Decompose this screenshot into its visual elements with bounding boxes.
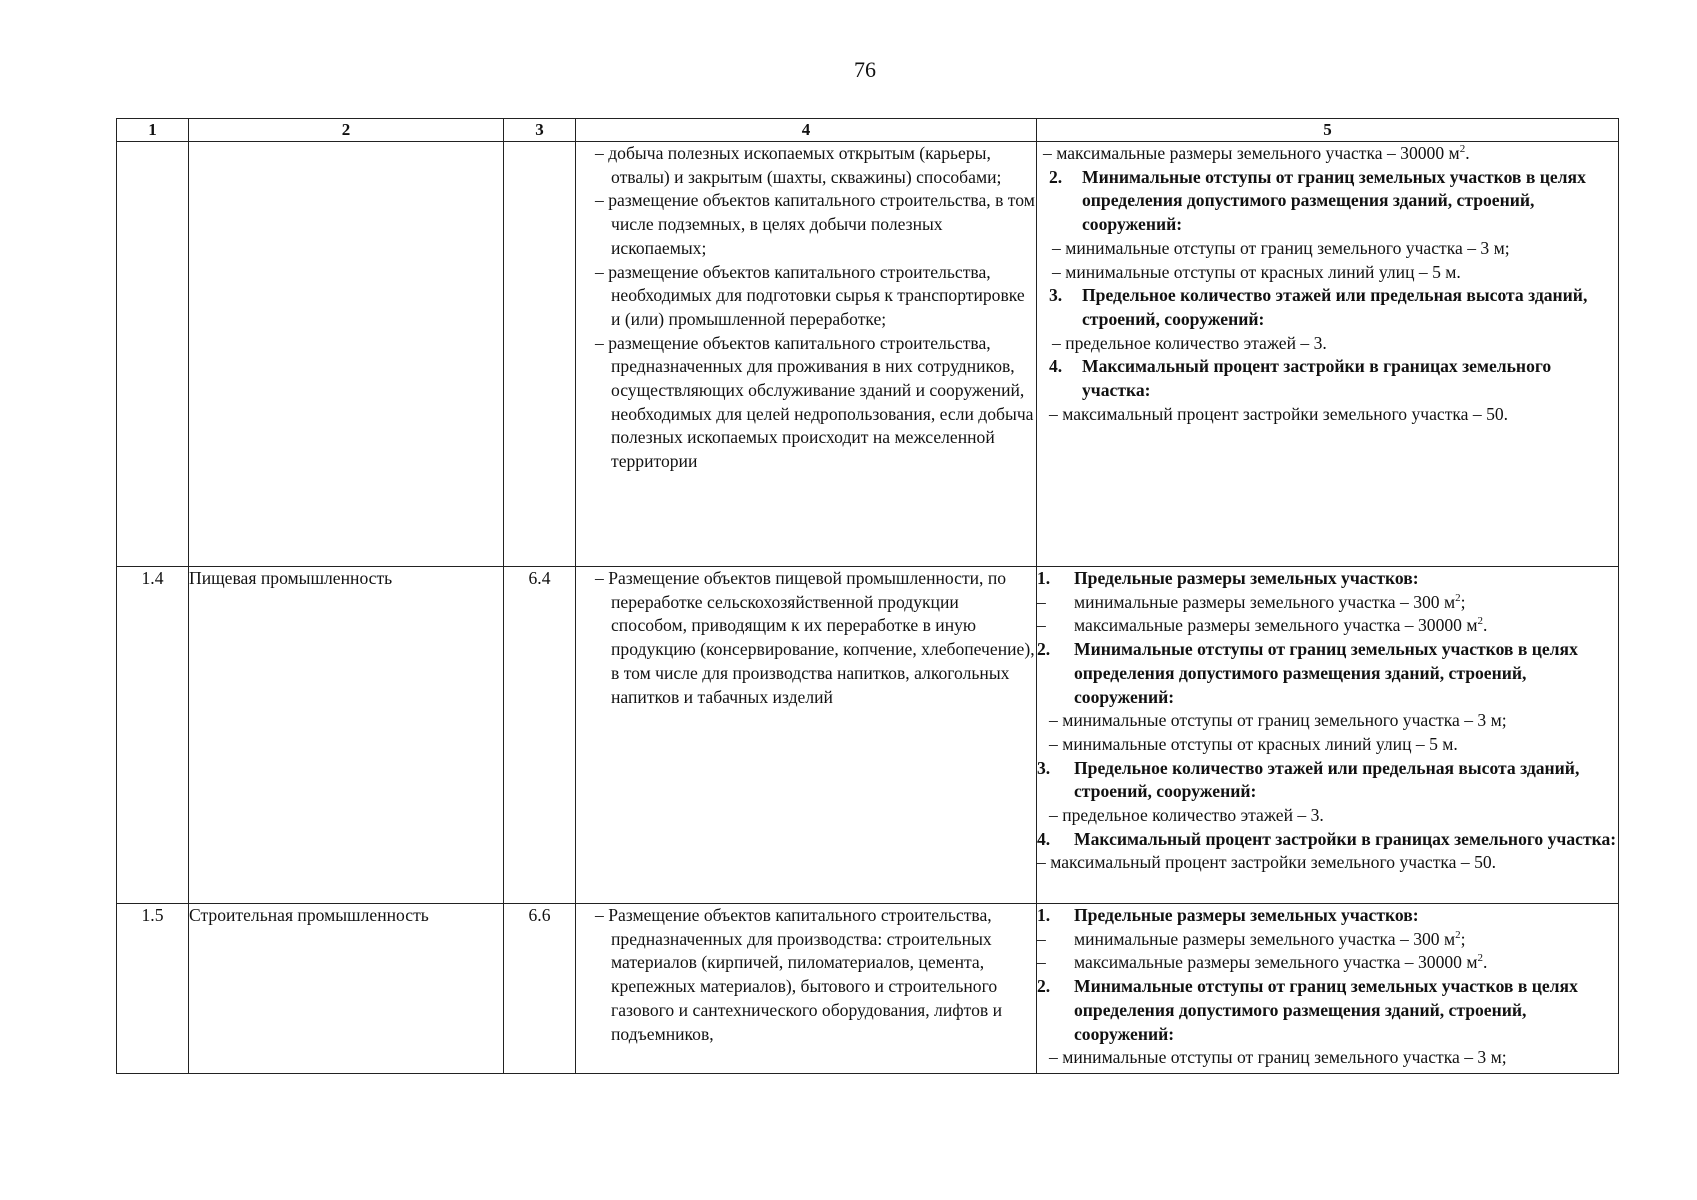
table-row [117, 904, 1619, 1074]
row-code: 6.4 [504, 567, 576, 904]
param-heading: 3. Предельное количество этажей или предельная высота зданий, строений, сооружений: [1037, 757, 1580, 802]
row-code [504, 142, 576, 567]
description-item: – размещение объектов капитального строительства, предназначенных для проживания в них сотрудников, осуществляющих обслуживание зданий и сооружений, необходимых для целей недропользования, если добыча полезных ископаемых происходит на межселенной территории [595, 332, 1034, 472]
param-heading: 1. Предельные размеры земельных участков: [1037, 905, 1419, 925]
description-item: – Размещение объектов пищевой промышленности, по переработке сельскохозяйственной продукции способом, приводящим к их переработке в иную продукцию (консервирование, копчение, хлебопечение), в том числе для производства напитков, алкогольных напитков и табачных изделий [595, 568, 1035, 707]
table-row [117, 567, 1619, 904]
param-line: – минимальные размеры земельного участка – 300 $м^2$; [1037, 928, 1466, 949]
param-line: – минимальные размеры земельного участка – 300 $м^2$; [1037, 591, 1466, 612]
param-line: – максимальные размеры земельного участка – 30000 $м^2$. [1037, 615, 1488, 636]
parameters-cell [1037, 567, 1619, 904]
param-line: – предельное количество этажей – 3. [1049, 805, 1324, 826]
header-cell: 2 [189, 119, 504, 142]
description-item: – размещение объектов капитального строительства, в том числе подземных, в целях добычи полезных ископаемых; [595, 190, 1035, 258]
param-line: – максимальные размеры земельного участка – 30000 $м^2$. [1037, 952, 1488, 973]
row-name [189, 142, 504, 567]
row-number: 1.4 [117, 567, 189, 904]
row-name: Строительная промышленность [189, 904, 504, 1074]
description-item: – размещение объектов капитального строительства, необходимых для подготовки сырья к транспортировке и (или) промышленной переработке; [595, 261, 1025, 329]
param-heading: 3. Предельное количество этажей или предельная высота зданий, строений, сооружений: [1049, 285, 1588, 329]
param-line: – максимальный процент застройки земельного участка – 50. [1049, 403, 1509, 424]
zoning-table [116, 118, 1619, 1074]
param-heading: 1. Предельные размеры земельных участков: [1037, 568, 1419, 588]
header-cell: 4 [576, 119, 1037, 142]
description-item: – Размещение объектов капитального строительства, предназначенных для производства: строительных материалов (кирпичей, пиломатериалов, цемента, крепежных материалов), бытового и строительного газового и сантехнического оборудования, лифтов и подъемников, [595, 905, 1003, 1044]
row-number [117, 142, 189, 567]
row-number: 1.5 [117, 904, 189, 1074]
param-line: – минимальные отступы от границ земельного участка – 3 м; [1052, 237, 1510, 258]
param-heading: 2. Минимальные отступы от границ земельных участков в целях определения допустимого размещения зданий, строений, сооружений: [1049, 166, 1586, 235]
header-row [117, 119, 1619, 142]
header-cell: 1 [117, 119, 189, 142]
permitted-use-description [576, 142, 1037, 567]
param-heading: 4. Максимальный процент застройки в границах земельного участка: [1049, 356, 1552, 401]
description-item: – добыча полезных ископаемых открытым (карьеры, отвалы) и закрытым (шахты, скважины) способами; [595, 143, 1002, 187]
page-number: 76 [854, 57, 876, 82]
param-heading: 4. Максимальный процент застройки в границах земельного участка: [1037, 828, 1617, 849]
param-line: – предельное количество этажей – 3. [1052, 332, 1327, 353]
param-heading: 2. Минимальные отступы от границ земельных участков в целях определения допустимого размещения зданий, строений, сооружений: [1037, 639, 1578, 707]
param-line: – минимальные отступы от границ земельного участка – 3 м; [1049, 1047, 1507, 1068]
param-line: – минимальные отступы от красных линий улиц – 5 м. [1049, 733, 1458, 754]
parameters-cell [1037, 142, 1619, 567]
header-cell: 3 [504, 119, 576, 142]
parameters-cell [1037, 904, 1619, 1074]
param-heading: 2. Минимальные отступы от границ земельных участков в целях определения допустимого размещения зданий, строений, сооружений: [1037, 976, 1578, 1044]
row-code: 6.6 [504, 904, 576, 1074]
param-line: – минимальные отступы от границ земельного участка – 3 м; [1049, 710, 1507, 731]
param-line: – минимальные отступы от красных линий улиц – 5 м. [1052, 261, 1461, 282]
table-row [117, 142, 1619, 567]
param-line: – максимальный процент застройки земельного участка – 50. [1037, 852, 1497, 873]
permitted-use-description [576, 904, 1037, 1074]
header-cell: 5 [1037, 119, 1619, 142]
param-line: – максимальные размеры земельного участка – 30000 $м^2$. [1043, 143, 1470, 163]
row-name: Пищевая промышленность [189, 567, 504, 904]
permitted-use-description [576, 567, 1037, 904]
